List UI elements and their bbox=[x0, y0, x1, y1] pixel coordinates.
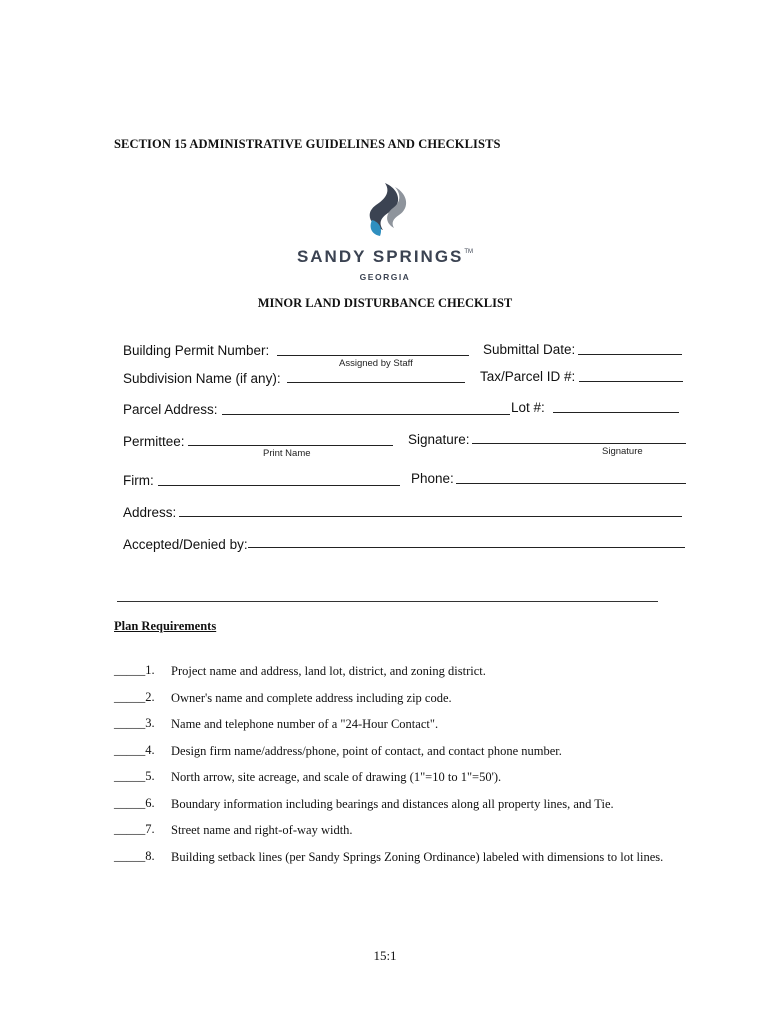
parcel-address-field[interactable] bbox=[222, 414, 510, 415]
lot-field[interactable] bbox=[553, 412, 679, 413]
firm-field[interactable] bbox=[158, 485, 400, 486]
plan-item-number[interactable]: _____8. bbox=[114, 849, 155, 863]
plan-item-text: Boundary information including bearings and distances along all property lines, and Tie. bbox=[171, 797, 614, 811]
plan-item-number[interactable]: _____4. bbox=[114, 743, 155, 757]
permittee-label: Permittee: bbox=[123, 434, 185, 449]
plan-requirements-heading: Plan Requirements bbox=[114, 619, 217, 633]
brand-name-text: SANDY SPRINGS bbox=[296, 247, 464, 266]
plan-item-number[interactable]: _____6. bbox=[114, 796, 155, 810]
building-permit-field[interactable] bbox=[277, 355, 469, 356]
plan-item-number[interactable]: _____3. bbox=[114, 716, 155, 730]
address-field[interactable] bbox=[179, 516, 682, 517]
plan-item-text: Building setback lines (per Sandy Springs Zoning Ordinance) labeled with dimensions to lot lines. bbox=[171, 850, 664, 864]
plan-item-text: Project name and address, land lot, district, and zoning district. bbox=[171, 664, 486, 678]
submittal-date-field[interactable] bbox=[578, 354, 682, 355]
phone-label: Phone: bbox=[411, 471, 454, 486]
plan-item-number[interactable]: _____2. bbox=[114, 690, 155, 704]
brand-subtitle: GEORGIA bbox=[359, 272, 411, 282]
firm-label: Firm: bbox=[123, 473, 154, 488]
brand-name bbox=[250, 247, 520, 267]
tax-parcel-field[interactable] bbox=[579, 381, 683, 382]
parcel-address-label: Parcel Address: bbox=[123, 402, 218, 417]
section-divider bbox=[117, 601, 658, 602]
page-number: 15:1 bbox=[373, 948, 397, 963]
assigned-by-staff-caption: Assigned by Staff bbox=[339, 358, 413, 369]
address-label: Address: bbox=[123, 505, 177, 520]
plan-item-text: Design firm name/address/phone, point of contact, and contact phone number. bbox=[171, 744, 562, 758]
signature-caption: Signature bbox=[602, 446, 643, 457]
signature-field[interactable] bbox=[472, 443, 686, 444]
plan-item-number[interactable]: _____7. bbox=[114, 822, 155, 836]
accepted-denied-label: Accepted/Denied by: bbox=[123, 537, 248, 552]
phone-field[interactable] bbox=[456, 483, 686, 484]
tax-parcel-label: Tax/Parcel ID #: bbox=[480, 369, 576, 384]
form-title: MINOR LAND DISTURBANCE CHECKLIST bbox=[257, 296, 513, 310]
signature-label: Signature: bbox=[408, 432, 470, 447]
section-heading: SECTION 15 ADMINISTRATIVE GUIDELINES AND CHECKLISTS bbox=[114, 137, 501, 151]
lot-label: Lot #: bbox=[511, 400, 545, 415]
subdivision-field[interactable] bbox=[287, 382, 465, 383]
trademark: TM bbox=[464, 249, 474, 255]
plan-item-number[interactable]: _____1. bbox=[114, 663, 155, 677]
building-permit-label: Building Permit Number: bbox=[123, 343, 270, 358]
subdivision-label: Subdivision Name (if any): bbox=[123, 371, 281, 386]
plan-item-text: Name and telephone number of a "24-Hour Contact". bbox=[171, 717, 439, 731]
plan-item-number[interactable]: _____5. bbox=[114, 769, 155, 783]
submittal-date-label: Submittal Date: bbox=[483, 342, 576, 357]
print-name-caption: Print Name bbox=[263, 448, 311, 459]
accepted-denied-field[interactable] bbox=[248, 547, 685, 548]
plan-item-text: Owner's name and complete address including zip code. bbox=[171, 691, 452, 705]
permittee-field[interactable] bbox=[188, 445, 393, 446]
plan-item-text: North arrow, site acreage, and scale of drawing (1"=10 to 1"=50'). bbox=[171, 770, 502, 784]
plan-item-text: Street name and right-of-way width. bbox=[171, 823, 353, 837]
sandy-springs-logo-icon bbox=[361, 183, 411, 237]
